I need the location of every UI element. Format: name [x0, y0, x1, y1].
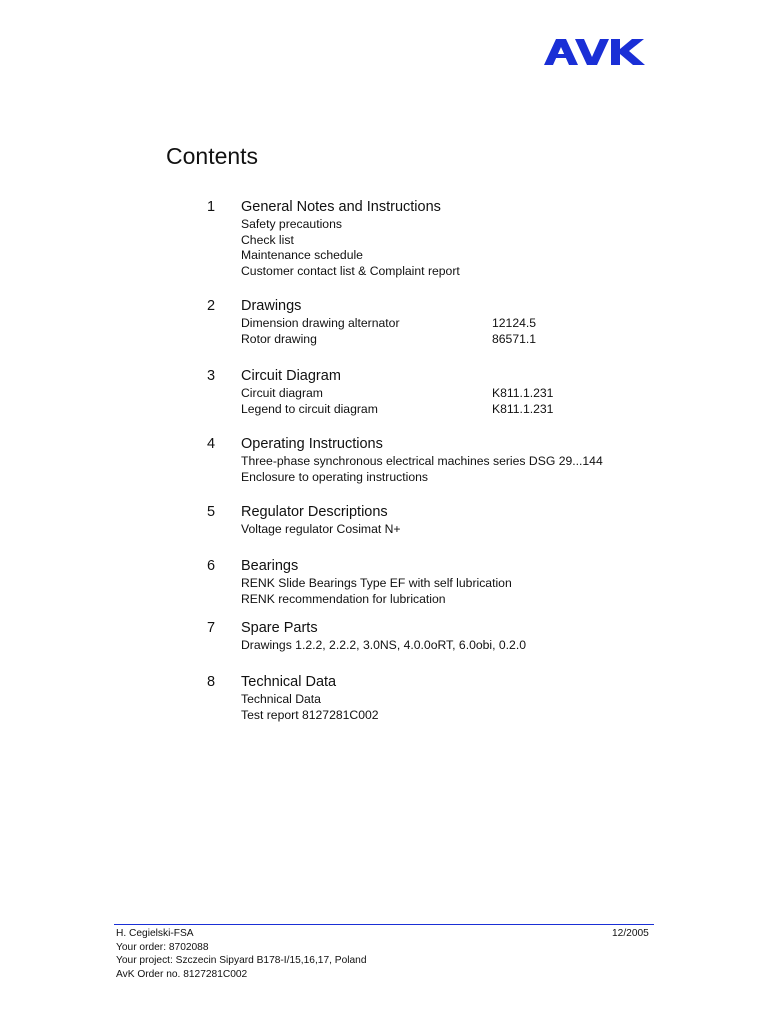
section-title: Bearings [241, 558, 299, 574]
toc-item-text: Three-phase synchronous electrical machines series DSG 29...144 [241, 454, 603, 468]
toc-item [241, 402, 671, 418]
avk-logo [544, 38, 662, 66]
toc-item-reference: K811.1.231 [492, 401, 554, 416]
toc-item [241, 470, 671, 486]
toc-item-text: Enclosure to operating instructions [241, 469, 428, 484]
toc-item-text: Technical Data [241, 692, 321, 706]
section-number: 2 [207, 298, 216, 314]
footer-order: Your order: 8702088 [116, 941, 209, 953]
section-items [241, 692, 671, 723]
section-title: Technical Data [241, 674, 337, 690]
toc-item-reference: K811.1.231 [492, 386, 554, 400]
toc-item-text: Rotor drawing [241, 331, 317, 346]
toc-item-text: Check list [241, 232, 294, 247]
toc-item [241, 316, 671, 332]
toc-item-text: Legend to circuit diagram [241, 401, 378, 416]
section-items [241, 454, 671, 485]
page-title: Contents [166, 143, 259, 169]
section-items [241, 386, 671, 417]
section-number: 4 [207, 436, 216, 452]
toc-item [241, 454, 671, 470]
avk-logo-mark [544, 38, 662, 66]
toc-item [241, 233, 671, 249]
toc-item-text: Test report 8127281C002 [241, 707, 379, 722]
section-title: Drawings [241, 298, 302, 314]
section-items [241, 576, 671, 607]
toc-item-text: RENK Slide Bearings Type EF with self lubrication [241, 576, 512, 590]
toc-item-text: Voltage regulator Cosimat N+ [241, 522, 401, 536]
section-items [241, 522, 671, 538]
footer-divider [114, 924, 654, 925]
toc-item [241, 217, 671, 233]
toc-item-reference: 12124.5 [492, 316, 537, 330]
footer-avk-order: AvK Order no. 8127281C002 [116, 968, 248, 980]
toc-item-text: RENK recommendation for lubrication [241, 591, 446, 606]
toc-item [241, 576, 671, 592]
footer [116, 927, 654, 981]
toc-item [241, 248, 671, 264]
section-title: Operating Instructions [241, 436, 383, 452]
section-items [241, 217, 671, 279]
section-title: Regulator Descriptions [241, 504, 388, 520]
section-number: 1 [207, 199, 216, 215]
section-items [241, 316, 671, 347]
toc-item-text: Dimension drawing alternator [241, 316, 400, 330]
toc-item [241, 592, 671, 608]
section-number: 8 [207, 674, 216, 690]
footer-author: H. Cegielski-FSA [116, 928, 194, 939]
toc-item-text: Customer contact list & Complaint report [241, 263, 460, 278]
section-title: General Notes and Instructions [241, 199, 441, 215]
section-number: 7 [207, 620, 216, 636]
toc-item-text: Maintenance schedule [241, 248, 363, 262]
section-number: 3 [207, 368, 216, 384]
toc-item [241, 638, 671, 654]
toc-item [241, 522, 671, 538]
toc-item [241, 332, 671, 348]
section-number: 6 [207, 558, 216, 574]
toc-item [241, 708, 671, 724]
toc-item [241, 386, 671, 402]
section-items [241, 638, 671, 654]
footer-date: 12/2005 [612, 928, 649, 939]
toc-item-reference: 86571.1 [492, 331, 537, 346]
section-number: 5 [207, 504, 216, 520]
toc-item-text: Drawings 1.2.2, 2.2.2, 3.0NS, 4.0.0oRT, 6.0obi, 0.2.0 [241, 638, 527, 652]
footer-project: Your project: Szczecin Sipyard B178-I/15,16,17, Poland [116, 955, 367, 966]
toc-item-text: Safety precautions [241, 217, 342, 231]
toc-item-text: Circuit diagram [241, 386, 323, 400]
toc-item [241, 264, 671, 280]
toc-item [241, 692, 671, 708]
section-title: Circuit Diagram [241, 368, 341, 384]
section-title: Spare Parts [241, 620, 318, 636]
